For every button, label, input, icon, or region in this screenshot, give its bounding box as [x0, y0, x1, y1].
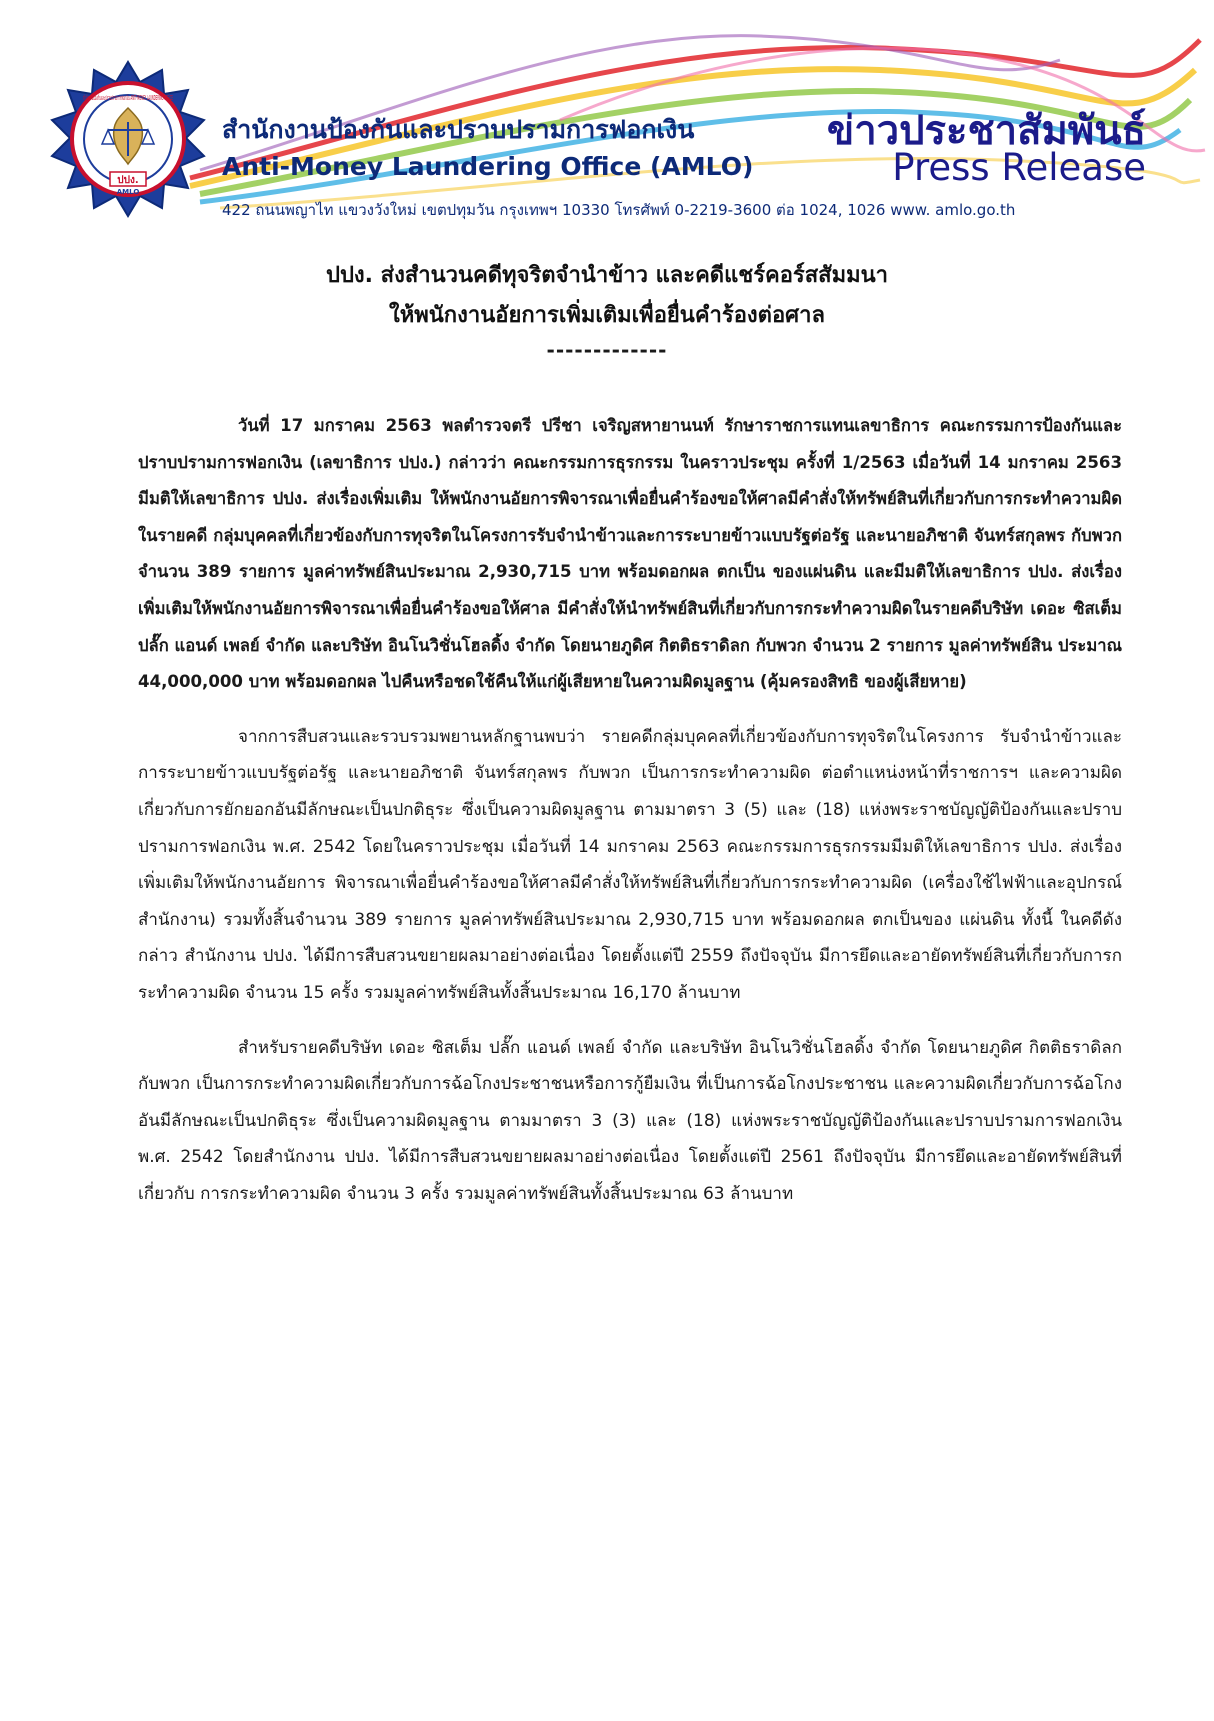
amlo-seal-logo — [48, 60, 208, 220]
seal-label-en: AMLO — [116, 188, 140, 196]
seal-ring-text: สำนักงานป้องกันและปราบปรามการฟอกเงิน ANTI-MONEY LAUNDERING OFFICE — [83, 94, 173, 102]
org-name-english: Anti-Money Laundering Office (AMLO) — [222, 152, 754, 181]
paragraph-1: วันที่ 17 มกราคม 2563 พลตำรวจตรี ปรีชา เจริญสหายานนท์ รักษาราชการแทนเลขาธิการ คณะกรรมการป้องกันและปราบปรามการฟอกเงิน (เลขาธิการ ปปง.) กล่าวว่า คณะกรรมการธุรกรรม ในคราวประชุม ครั้งที่ 1/2563 เมื่อวันที่ 14 มกราคม 2563 มีมติให้เลขาธิการ ปปง. ส่งเรื่องเพิ่มเติม ให้พนักงานอัยการพิจารณาเพื่อยื่นคำร้องขอให้ศาลมีคำสั่งให้ทรัพย์สินที่เกี่ยวกับการกระทำความผิดในรายคดี กลุ่มบุคคลที่เกี่ยวข้องกับการทุจริตในโครงการรับจำนำข้าวและการระบายข้าวแบบรัฐต่อรัฐ และนายอภิชาติ จันทร์สกุลพร กับพวก จำนวน 389 รายการ มูลค่าทรัพย์สินประมาณ 2,930,715 บาท พร้อมดอกผล ตกเป็น ของแผ่นดิน และมีมติให้เลขาธิการ ปปง. ส่งเรื่องเพิ่มเติมให้พนักงานอัยการพิจารณาเพื่อยื่นคำร้องขอให้ศาล มีคำสั่งให้นำทรัพย์สินที่เกี่ยวกับการกระทำความผิดในรายคดีบริษัท เดอะ ซิสเต็ม ปลั๊ก แอนด์ เพลย์ จำกัด และบริษัท อินโนวิชั่นโฮลดิ้ง จำกัด โดยนายภูดิศ กิตติธราดิลก กับพวก จำนวน 2 รายการ มูลค่าทรัพย์สิน ประมาณ 44,000,000 บาท พร้อมดอกผล ไปคืนหรือชดใช้คืนให้แก่ผู้เสียหายในความผิดมูลฐาน (คุ้มครองสิทธิ ของผู้เสียหาย) — [138, 416, 1122, 692]
title-line-1: ปปง. ส่งสำนวนคดีทุจริตจำนำข้าว และคดีแชร์คอร์สสัมมนา — [325, 263, 889, 288]
document-body — [138, 408, 1122, 1230]
press-release-thai: ข่าวประชาสัมพันธ์ — [826, 108, 1146, 154]
seal-label-th: ปปง. — [117, 175, 139, 186]
paragraph-2: จากการสืบสวนและรวบรวมพยานหลักฐานพบว่า รายคดีกลุ่มบุคคลที่เกี่ยวข้องกับการทุจริตในโครงการ รับจำนำข้าวและการระบายข้าวแบบรัฐต่อรัฐ และนายอภิชาติ จันทร์สกุลพร กับพวก เป็นการกระทำความผิด ต่อตำแหน่งหน้าที่ราชการฯ และความผิดเกี่ยวกับการยักยอกอันมีลักษณะเป็นปกติธุระ ซึ่งเป็นความผิดมูลฐาน ตามมาตรา 3 (5) และ (18) แห่งพระราชบัญญัติป้องกันและปราบปรามการฟอกเงิน พ.ศ. 2542 โดยในคราวประชุม เมื่อวันที่ 14 มกราคม 2563 คณะกรรมการธุรกรรมมีมติให้เลขาธิการ ปปง. ส่งเรื่องเพิ่มเติมให้พนักงานอัยการ พิจารณาเพื่อยื่นคำร้องขอให้ศาลมีคำสั่งให้ทรัพย์สินที่เกี่ยวกับการกระทำความผิด (เครื่องใช้ไฟฟ้าและอุปกรณ์ สำนักงาน) รวมทั้งสิ้นจำนวน 389 รายการ มูลค่าทรัพย์สินประมาณ 2,930,715 บาท พร้อมดอกผล ตกเป็นของ แผ่นดิน ทั้งนี้ ในคดีดังกล่าว สำนักงาน ปปง. ได้มีการสืบสวนขยายผลมาอย่างต่อเนื่อง โดยตั้งแต่ปี 2559 ถึงปัจจุบัน มีการยึดและอายัดทรัพย์สินที่เกี่ยวกับการกระทำความผิด จำนวน 15 ครั้ง รวมมูลค่าทรัพย์สินทั้งสิ้นประมาณ 16,170 ล้านบาท — [138, 726, 1122, 1003]
document-title — [0, 256, 1214, 364]
title-divider: ------------- — [546, 338, 668, 362]
press-release-english: Press Release — [892, 146, 1146, 189]
paragraph-3: สำหรับรายคดีบริษัท เดอะ ซิสเต็ม ปลั๊ก แอนด์ เพลย์ จำกัด และบริษัท อินโนวิชั่นโฮลดิ้ง จำกัด โดยนายภูดิศ กิตติธราดิลก กับพวก เป็นการกระทำความผิดเกี่ยวกับการฉ้อโกงประชาชนหรือการกู้ยืมเงิน ที่เป็นการฉ้อโกงประชาชน และความผิดเกี่ยวกับการฉ้อโกงอันมีลักษณะเป็นปกติธุระ ซึ่งเป็นความผิดมูลฐาน ตามมาตรา 3 (3) และ (18) แห่งพระราชบัญญัติป้องกันและปราบปรามการฟอกเงิน พ.ศ. 2542 โดยสำนักงาน ปปง. ได้มีการสืบสวนขยายผลมาอย่างต่อเนื่อง โดยตั้งแต่ปี 2561 ถึงปัจจุบัน มีการยึดและอายัดทรัพย์สินที่เกี่ยวกับ การกระทำความผิด จำนวน 3 ครั้ง รวมมูลค่าทรัพย์สินทั้งสิ้นประมาณ 63 ล้านบาท — [138, 1037, 1122, 1204]
letterhead — [0, 0, 1214, 235]
org-address: 422 ถนนพญาไท แขวงวังใหม่ เขตปทุมวัน กรุงเทพฯ 10330 โทรศัพท์ 0-2219-3600 ต่อ 1024, 1026 www. amlo.go.th — [222, 201, 1016, 219]
title-line-2: ให้พนักงานอัยการเพิ่มเติมเพื่อยื่นคำร้องต่อศาล — [389, 303, 825, 328]
org-name-thai: สำนักงานป้องกันและปราบปรามการฟอกเงิน — [222, 115, 695, 144]
